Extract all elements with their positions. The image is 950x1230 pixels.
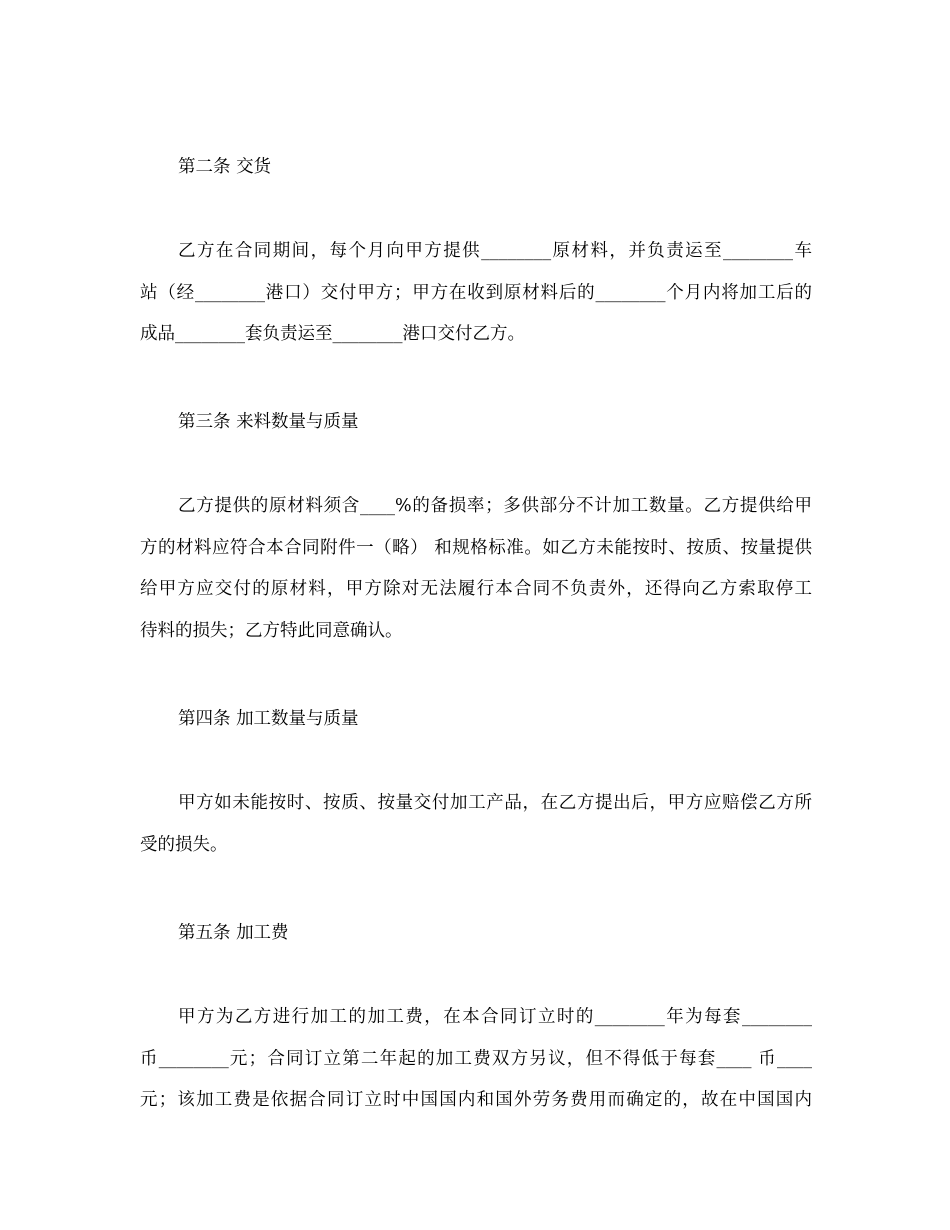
paragraph-line: 甲方为乙方进行加工的加工费，在本合同订立时的________年为每套________ xyxy=(178,1007,812,1027)
paragraph-line: 乙方在合同期间，每个月向甲方提供________原材料，并负责运至________车 xyxy=(178,241,812,261)
paragraph-line: 受的损失。 xyxy=(140,834,228,855)
section-heading-4: 第四条 加工数量与质量 xyxy=(178,709,359,729)
paragraph-line: 币________元；合同订立第二年起的加工费双方另议，但不得低于每套____ 币____ xyxy=(140,1048,812,1069)
section-paragraph-3 xyxy=(140,486,812,652)
section-heading-5: 第五条 加工费 xyxy=(178,923,289,943)
paragraph-line: 待料的损失；乙方特此同意确认。 xyxy=(140,620,403,641)
paragraph-line: 给甲方应交付的原材料，甲方除对无法履行本合同不负责外，还得向乙方索取停工 xyxy=(140,579,812,599)
paragraph-line: 元；该加工费是依据合同订立时中国国内和国外劳务费用而确定的，故在中国国内 xyxy=(140,1090,812,1110)
paragraph-line: 乙方提供的原材料须含____%的备损率；多供部分不计加工数量。乙方提供给甲 xyxy=(178,496,812,516)
section-heading-2: 第二条 交货 xyxy=(178,157,272,177)
paragraph-line: 方的材料应符合本合同附件一（略） 和规格标准。如乙方未能按时、按质、按量提供 xyxy=(140,537,812,558)
paragraph-line: 甲方如未能按时、按质、按量交付加工产品，在乙方提出后，甲方应赔偿乙方所 xyxy=(178,793,812,813)
section-heading-3: 第三条 来料数量与质量 xyxy=(178,412,359,432)
section-paragraph-5 xyxy=(140,997,812,1122)
paragraph-line: 站（经________港口）交付甲方；甲方在收到原材料后的________个月内将加工后的 xyxy=(140,282,812,303)
paragraph-line: 成品________套负责运至________港口交付乙方。 xyxy=(140,324,525,344)
section-paragraph-2 xyxy=(140,231,812,356)
section-paragraph-4 xyxy=(140,783,812,866)
